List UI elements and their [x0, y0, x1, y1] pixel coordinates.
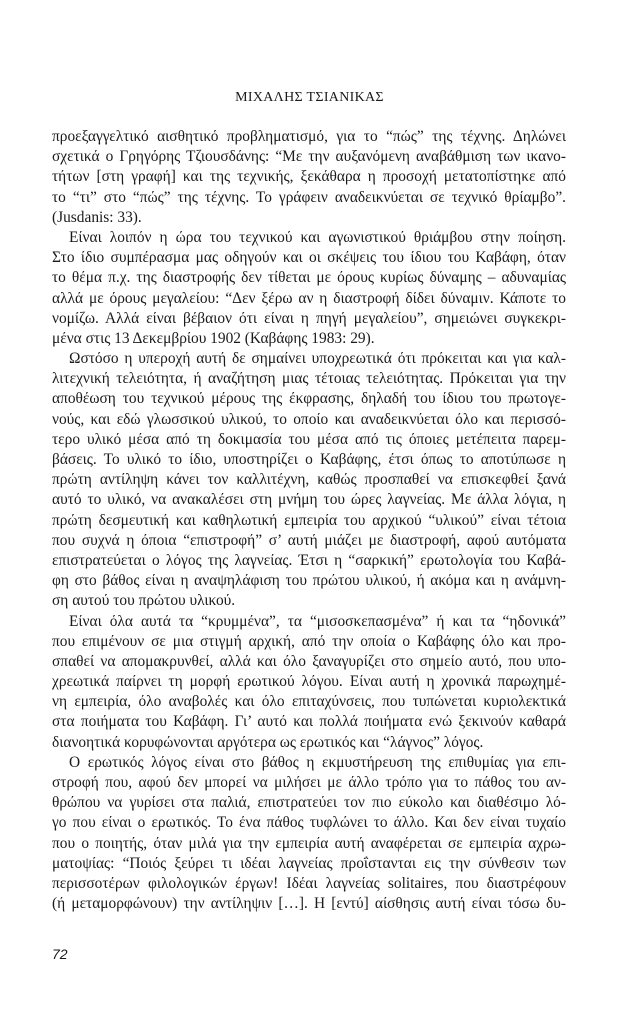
text-line: (Jusdanis: 33).	[52, 208, 142, 226]
text-line: αλλά με όρους μεγαλείου: “Δεν ξέρω αν η διαστροφή δίδει δύναμιν. Κάποτε το	[52, 289, 566, 307]
paragraph	[52, 127, 566, 228]
text-line: Είναι όλα αυτά τα “κρυμμένα”, τα “μισοσκεπασμένα” ή και τα “ηδονικά”	[69, 612, 566, 630]
text-line: τερο υλικό μέσα από τη δοκιμασία του μέσα από τις όποιες μετέπειτα παρεμ-	[52, 430, 566, 448]
text-line: ματοψίας: “Ποιός ξεύρει τι ιδέαι λαγνείας προΐστανται εις την σύνθεσιν των	[52, 854, 566, 872]
paragraph	[52, 753, 566, 915]
text-line: στροφή που, αφού δεν μπορεί να μιλήσει με άλλο τρόπο για το πάθος του αν-	[52, 774, 566, 791]
running-header: ΜΙΧΑΛΗΣ ΤΣΙΑΝΙΚΑΣ	[235, 90, 384, 105]
text-line: προεξαγγελτικό αισθητικό προβληματισμό, για το “πώς” της τέχνης. Δηλώνει	[52, 128, 566, 145]
text-line: γο που είναι ο ερωτικός. Το ένα πάθος τυφλώνει το άλλο. Και δεν είναι τυχαίο	[52, 814, 566, 832]
text-line: χρεωτικά παίρνει τη μορφή ερωτικού λόγου. Είναι αυτή η χρονικά παρωχημέ-	[52, 673, 566, 691]
page-body	[52, 127, 566, 914]
text-line: Είναι λοιπόν η ώρα του τεχνικού και αγωνιστικού θριάμβου στην ποίηση.	[69, 228, 566, 246]
text-line: λιτεχνική τελειότητα, ή αναζήτηση μιας τέτοιας τελειότητας. Πρόκειται για την	[52, 370, 566, 388]
text-line: τήτων [στη γραφή] και της τεχνικής, ξεκάθαρα η προσοχή μετατοπίστηκε από	[52, 168, 566, 186]
text-line: σχετικά ο Γρηγόρης Τζιουσδάνης: “Με την αυξανόμενη αναβάθμιση των ικανο-	[52, 148, 566, 166]
text-line: (ή μεταμορφώνουν) την αντίληψιν […]. Η [εντύ] αίσθησις αυτή είναι τόσω δυ-	[52, 895, 566, 913]
text-line: αποθέωση του τεχνικού μέρους της έκφρασης, δηλαδή του ίδιου του πρωτογε-	[52, 390, 566, 408]
text-line: περισσοτέρων φιλολογικών έργων! Ιδέαι λαγνείας solitaires, που διαστρέφουν	[52, 874, 566, 892]
text-line: διανοητικά κορυφώνονται αργότερα ως ερωτικός και “λάγνος” λόγος.	[52, 733, 484, 751]
text-line: βάσεις. Το υλικό το ίδιο, υποστηρίζει ο Καβάφης, έτσι όπως το αποτύπωσε η	[52, 451, 566, 468]
text-line: Στο ίδιο συμπέρασμα μας οδηγούν και οι σκέψεις του ίδιου του Καβάφη, όταν	[52, 249, 566, 267]
text-line: το “τι” στο “πώς” της τέχνης. Το γράφειν αναδεικνύεται σε τεχνικό θρίαμβο”.	[52, 188, 566, 206]
text-line: που ο ποιητής, όταν μιλά για την εμπειρία αυτή αναφέρεται σε εμπειρία αχρω-	[52, 834, 566, 852]
text-line: που συχνά η όποια “επιστροφή” σ’ αυτή μιάζει με διαστροφή, αφού αυτόματα	[52, 531, 566, 549]
paragraph	[52, 349, 566, 611]
paragraph	[52, 228, 566, 349]
text-line: θρώπου να γυρίσει στα παλιά, επιστρατεύει τον πιο εύκολο και διαθέσιμο λό-	[52, 794, 566, 812]
text-line: νούς, και εδώ γλωσσικού υλικού, το οποίο και αναδεικνύεται όλο και περισσό-	[52, 410, 566, 428]
text-line: Ωστόσο η υπεροχή αυτή δε σημαίνει υποχρεωτικά ότι πρόκειται και για καλ-	[69, 350, 566, 368]
text-line: μένα στις 13 Δεκεμβρίου 1902 (Καβάφης 1983: 29).	[52, 329, 375, 347]
text-line: που επιμένουν σε μια στιγμή αρχική, από την οποία ο Καβάφης όλο και προ-	[52, 632, 566, 650]
text-line: σπαθεί να απομακρυνθεί, αλλά και όλο ξαναγυρίζει στο σημείο αυτό, που υπο-	[52, 652, 566, 670]
text-line: νομίζω. Αλλά είναι βέβαιον ότι είναι η πηγή μεγαλείου”, σημειώνει συγκεκρι-	[52, 309, 566, 327]
text-line: ση αυτού του πρώτου υλικού.	[52, 592, 236, 610]
text-line: αυτό το υλικό, να ανακαλέσει στη μνήμη του ώρες λαγνείας. Με άλλα λόγια, η	[52, 491, 566, 509]
page-number: 72	[52, 946, 68, 962]
text-line: το θέμα π.χ. της διαστροφής δεν τίθεται με όρους κυρίως δύναμης – αδυναμίας	[52, 269, 566, 287]
text-line: φη στο βάθος είναι η αναψηλάφιση του πρώτου υλικού, ή ακόμα και η ανάμνη-	[52, 572, 566, 590]
text-line: επιστρατεύεται ο λόγος της λαγνείας. Έτσι η “σαρκική” ερωτολογία του Καβά-	[52, 551, 566, 569]
paragraph	[52, 612, 566, 753]
text-line: νη εμπειρία, όλο αναβολές και όλο επιταχύνσεις, που τυπώνεται κυριολεκτικά	[52, 693, 566, 711]
text-line: Ο ερωτικός λόγος είναι στο βάθος η εκμυστήρευση της επιθυμίας για επι-	[69, 753, 566, 771]
text-line: στα ποιήματα του Καβάφη. Γι’ αυτό και πολλά ποιήματα ενώ ξεκινούν καθαρά	[52, 713, 566, 731]
text-line: πρώτη αντίληψη κάνει τον καλλιτέχνη, καθώς προσπαθεί να επισκεφθεί ξανά	[52, 471, 566, 489]
text-line: πρώτη δεσμευτική και καθηλωτική εμπειρία του αρχικού “υλικού” είναι τέτοια	[52, 511, 566, 529]
